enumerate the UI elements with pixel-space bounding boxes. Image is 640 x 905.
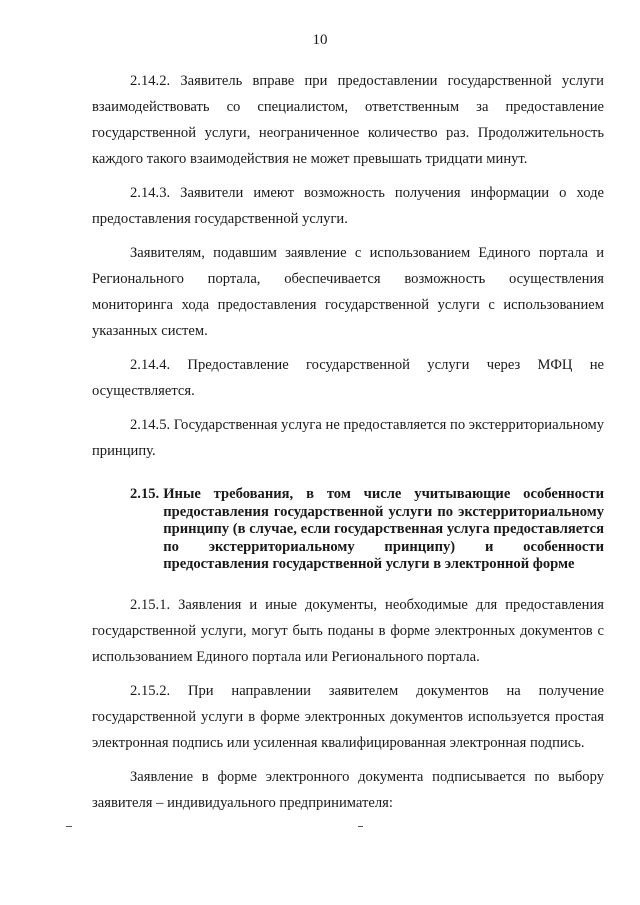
document-body (92, 68, 604, 824)
paragraph-2-15-2: 2.15.2. При направлении заявителем документов на получение государственной услуги в форме электронных документов используется простая электронная подпись или усиленная квалифицированная электронная подпись. (92, 682, 604, 751)
paragraph-signature: Заявление в форме электронного документа подписывается по выбору заявителя – индивидуального предпринимателя: (92, 768, 604, 811)
section-heading-number: 2.15. (130, 486, 160, 502)
paragraph-2-15-1: 2.15.1. Заявления и иные документы, необходимые для предоставления государственной услуги, могут быть поданы в форме электронных документов с использованием Единого портала или Регионального портала. (92, 596, 604, 665)
paragraph-2-14-3: 2.14.3. Заявители имеют возможность получения информации о ходе предоставления государственной услуги. (92, 185, 604, 227)
paragraph-monitoring: Заявителям, подавшим заявление с использованием Единого портала и Регионального портала, обеспечивается возможность осуществления мониторинга хода предоставления государственной услуги с использованием указанных систем. (92, 245, 604, 339)
section-heading-2-15 (92, 486, 604, 574)
page-number: 10 (312, 32, 328, 48)
section-heading-text: Иные требования, в том числе учитывающие особенности предоставления государственной услуги по экстерриториальному принципу (в случае, если государственная услуга предоставляется по экстерриториальному принципу) и особенности предоставления государственной услуги в электронной форме (163, 486, 604, 572)
scan-mark-center (358, 826, 363, 827)
paragraph-2-14-2: 2.14.2. Заявитель вправе при предоставлении государственной услуги взаимодействовать со специалистом, ответственным за предоставление государственной услуги, неограниченное количество раз. Продолжительность каждого такого взаимодействия не может превышать тридцати минут. (92, 73, 604, 167)
paragraph-2-14-4: 2.14.4. Предоставление государственной услуги через МФЦ не осуществляется. (92, 357, 604, 399)
scan-mark-left (66, 826, 72, 827)
paragraph-2-14-5: 2.14.5. Государственная услуга не предоставляется по экстерриториальному принципу. (92, 417, 604, 459)
